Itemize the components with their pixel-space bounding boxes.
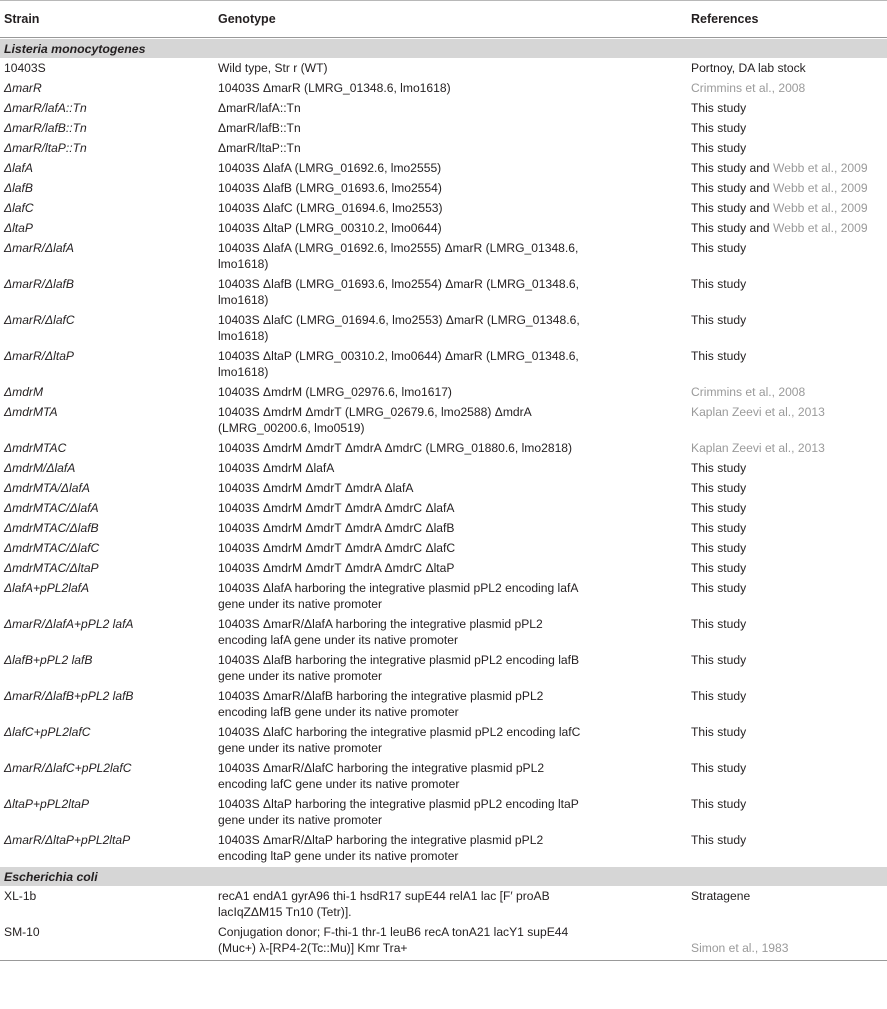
genotype-cell <box>218 686 691 722</box>
table-row <box>0 758 887 794</box>
reference-text: This study <box>691 241 747 255</box>
reference-text: This study <box>691 277 747 291</box>
genotype-line-2: encoding ltaP gene under its native promoter <box>218 849 459 863</box>
genotype-line-2: (LMRG_00200.6, lmo0519) <box>218 421 365 435</box>
genotype-line: 10403S ΔmarR/ΔlafB harboring the integrative plasmid pPL2 <box>218 689 544 703</box>
strain-cell: ΔmarR/ΔlafB <box>4 277 74 291</box>
genotype-cell <box>218 274 691 310</box>
genotype-line-2: lmo1618) <box>218 293 269 307</box>
strain-cell: ΔlafC+pPL2lafC <box>4 725 91 739</box>
reference-text: This study <box>691 689 747 703</box>
table-row <box>0 686 887 722</box>
references-cell <box>691 538 887 558</box>
section-header: Listeria monocytogenes <box>0 38 887 58</box>
table-row <box>0 274 887 310</box>
reference-text: This study <box>691 797 747 811</box>
genotype-line: ΔmarR/lafB::Tn <box>218 121 301 135</box>
references-cell <box>691 158 887 178</box>
strain-cell: ΔmarR <box>4 81 42 95</box>
references-cell <box>691 498 887 518</box>
genotype-line: 10403S ΔlafB (LMRG_01693.6, lmo2554) <box>218 181 442 195</box>
reference-text: This study <box>691 101 747 115</box>
genotype-cell <box>218 382 691 402</box>
references-cell <box>691 238 887 258</box>
genotype-line: 10403S ΔmdrM ΔmdrT ΔmdrA ΔmdrC (LMRG_01880.6, lmo2818) <box>218 441 573 455</box>
strain-cell: ΔmarR/ΔlafC <box>4 313 75 327</box>
reference-text: This study and <box>691 181 774 195</box>
table-row <box>0 198 887 218</box>
table-bottom-rule <box>0 960 887 961</box>
genotype-line: 10403S ΔltaP (LMRG_00310.2, lmo0644) ΔmarR (LMRG_01348.6, <box>218 349 579 363</box>
references-cell <box>691 518 887 538</box>
strain-cell: ΔmarR/ΔlafB+pPL2 lafB <box>4 689 134 703</box>
strain-cell: ΔltaP <box>4 221 33 235</box>
table-row <box>0 650 887 686</box>
genotype-line: 10403S ΔlafC harboring the integrative plasmid pPL2 encoding lafC <box>218 725 581 739</box>
table-row <box>0 794 887 830</box>
references-cell <box>691 274 887 294</box>
references-cell <box>691 578 887 598</box>
genotype-line-2: lmo1618) <box>218 365 269 379</box>
reference-text: This study <box>691 653 747 667</box>
genotype-cell <box>218 758 691 794</box>
header-references: References <box>691 12 759 26</box>
reference-text: This study and <box>691 201 774 215</box>
reference-text: Stratagene <box>691 889 751 903</box>
table-row <box>0 722 887 758</box>
genotype-cell <box>218 98 691 118</box>
genotype-cell <box>218 794 691 830</box>
genotype-line: 10403S ΔltaP (LMRG_00310.2, lmo0644) <box>218 221 442 235</box>
genotype-cell <box>218 238 691 274</box>
references-cell <box>691 58 887 78</box>
genotype-cell <box>218 722 691 758</box>
genotype-cell <box>218 830 691 866</box>
genotype-line: 10403S ΔmarR/ΔltaP harboring the integrative plasmid pPL2 <box>218 833 544 847</box>
reference-link[interactable]: Crimmins et al., 2008 <box>691 81 806 95</box>
genotype-cell <box>218 58 691 78</box>
genotype-line-2: encoding lafA gene under its native promoter <box>218 633 459 647</box>
genotype-cell <box>218 158 691 178</box>
references-cell <box>691 938 887 958</box>
genotype-cell <box>218 138 691 158</box>
strain-cell: ΔlafB <box>4 181 33 195</box>
genotype-line: 10403S ΔmarR (LMRG_01348.6, lmo1618) <box>218 81 451 95</box>
genotype-cell <box>218 218 691 238</box>
references-cell <box>691 722 887 742</box>
table-row <box>0 922 887 958</box>
references-cell <box>691 558 887 578</box>
genotype-line: Wild type, Str r (WT) <box>218 61 328 75</box>
strain-cell: ΔmarR/lafA::Tn <box>4 101 87 115</box>
genotype-line-2: lmo1618) <box>218 257 269 271</box>
table-row <box>0 310 887 346</box>
table-row <box>0 558 887 578</box>
genotype-line: 10403S ΔlafB harboring the integrative plasmid pPL2 encoding lafB <box>218 653 580 667</box>
genotype-line: 10403S ΔlafC (LMRG_01694.6, lmo2553) <box>218 201 443 215</box>
genotype-line: 10403S ΔlafA (LMRG_01692.6, lmo2555) ΔmarR (LMRG_01348.6, <box>218 241 579 255</box>
references-cell <box>691 218 887 238</box>
strain-cell: ΔltaP+pPL2ltaP <box>4 797 90 811</box>
strain-cell: ΔmarR/lafB::Tn <box>4 121 87 135</box>
references-cell <box>691 886 887 906</box>
reference-link[interactable]: Kaplan Zeevi et al., 2013 <box>691 405 825 419</box>
reference-text: This study <box>691 141 747 155</box>
genotype-cell <box>218 198 691 218</box>
reference-text: This study <box>691 541 747 555</box>
references-cell <box>691 458 887 478</box>
table-row <box>0 830 887 866</box>
table-row <box>0 614 887 650</box>
strain-cell: ΔmarR/ltaP::Tn <box>4 141 87 155</box>
references-cell <box>691 830 887 850</box>
table-row <box>0 478 887 498</box>
references-cell <box>691 178 887 198</box>
references-cell <box>691 794 887 814</box>
references-cell <box>691 650 887 670</box>
table-row <box>0 218 887 238</box>
genotype-cell <box>218 478 691 498</box>
strain-cell: ΔlafA+pPL2lafA <box>4 581 90 595</box>
strain-cell: ΔmdrMTAC/ΔltaP <box>4 561 99 575</box>
genotype-line: 10403S ΔlafA harboring the integrative plasmid pPL2 encoding lafA <box>218 581 579 595</box>
table-row <box>0 498 887 518</box>
genotype-cell <box>218 538 691 558</box>
genotype-cell <box>218 518 691 538</box>
genotype-line: 10403S ΔmarR/ΔlafA harboring the integrative plasmid pPL2 <box>218 617 543 631</box>
reference-link[interactable]: Crimmins et al., 2008 <box>691 385 806 399</box>
strain-cell: ΔlafB+pPL2 lafB <box>4 653 93 667</box>
genotype-cell <box>218 498 691 518</box>
genotype-line: 10403S ΔmdrM (LMRG_02976.6, lmo1617) <box>218 385 452 399</box>
references-cell <box>691 614 887 634</box>
reference-text: This study <box>691 521 747 535</box>
table-row <box>0 118 887 138</box>
header-genotype: Genotype <box>218 12 276 26</box>
header-strain: Strain <box>4 12 40 26</box>
table-body <box>0 38 887 958</box>
strain-cell: XL-1b <box>4 889 37 903</box>
genotype-line-2: encoding lafC gene under its native promoter <box>218 777 460 791</box>
genotype-line: Conjugation donor; F-thi-1 thr-1 leuB6 recA tonA21 lacY1 supE44 <box>218 925 569 939</box>
strain-cell: SM-10 <box>4 925 40 939</box>
reference-text: This study <box>691 761 747 775</box>
section-header: Escherichia coli <box>0 866 887 886</box>
strain-cell: ΔmarR/ΔltaP <box>4 349 74 363</box>
reference-link[interactable]: Webb et al., 2009 <box>773 221 868 235</box>
genotype-cell <box>218 458 691 478</box>
genotype-line-2: lacIqZΔM15 Tn10 (Tetr)]. <box>218 905 352 919</box>
strain-cell: ΔlafA <box>4 161 33 175</box>
table-row <box>0 78 887 98</box>
genotype-line-2: gene under its native promoter <box>218 813 383 827</box>
genotype-cell <box>218 558 691 578</box>
table-row <box>0 158 887 178</box>
table-row <box>0 178 887 198</box>
table-row <box>0 458 887 478</box>
reference-text: Portnoy, DA lab stock <box>691 61 806 75</box>
strain-cell: ΔmdrMTAC/ΔlafA <box>4 501 99 515</box>
table-row <box>0 578 887 614</box>
genotype-line-2: lmo1618) <box>218 329 269 343</box>
reference-text: This study <box>691 725 747 739</box>
genotype-line-2: gene under its native promoter <box>218 669 383 683</box>
table-row <box>0 438 887 458</box>
strain-cell: 10403S <box>4 61 46 75</box>
genotype-cell <box>218 78 691 98</box>
genotype-line: 10403S ΔmdrM ΔmdrT (LMRG_02679.6, lmo2588) ΔmdrA <box>218 405 532 419</box>
reference-text: This study <box>691 461 747 475</box>
references-cell <box>691 382 887 402</box>
genotype-line: 10403S ΔmdrM ΔmdrT ΔmdrA ΔmdrC ΔlafA <box>218 501 455 515</box>
strain-cell: ΔmdrM/ΔlafA <box>4 461 76 475</box>
genotype-line-2: (Muc+) λ-[RP4-2(Tc::Mu)] Kmr Tra+ <box>218 941 408 955</box>
table-row <box>0 382 887 402</box>
reference-text: This study <box>691 581 747 595</box>
reference-text: This study and <box>691 221 774 235</box>
references-cell <box>691 98 887 118</box>
strain-cell: ΔmdrM <box>4 385 44 399</box>
genotype-cell <box>218 402 691 438</box>
table-row <box>0 98 887 118</box>
genotype-line-2: gene under its native promoter <box>218 597 383 611</box>
reference-text: This study <box>691 501 747 515</box>
references-cell <box>691 78 887 98</box>
reference-link[interactable]: Webb et al., 2009 <box>773 181 868 195</box>
references-cell <box>691 198 887 218</box>
references-cell <box>691 138 887 158</box>
genotype-line: 10403S ΔmdrM ΔmdrT ΔmdrA ΔmdrC ΔlafC <box>218 541 456 555</box>
strain-cell: ΔlafC <box>4 201 34 215</box>
genotype-line: 10403S ΔmdrM ΔmdrT ΔmdrA ΔlafA <box>218 481 414 495</box>
genotype-cell <box>218 922 691 958</box>
reference-link[interactable]: Simon et al., 1983 <box>691 941 789 955</box>
genotype-cell <box>218 438 691 458</box>
table-row <box>0 518 887 538</box>
references-cell <box>691 310 887 330</box>
strain-cell: ΔmarR/ΔlafA <box>4 241 74 255</box>
genotype-line: 10403S ΔlafA (LMRG_01692.6, lmo2555) <box>218 161 442 175</box>
genotype-line-2: gene under its native promoter <box>218 741 383 755</box>
reference-text: This study <box>691 617 747 631</box>
strain-cell: ΔmarR/ΔltaP+pPL2ltaP <box>4 833 131 847</box>
genotype-line: 10403S ΔlafC (LMRG_01694.6, lmo2553) ΔmarR (LMRG_01348.6, <box>218 313 580 327</box>
references-cell <box>691 478 887 498</box>
reference-link[interactable]: Webb et al., 2009 <box>773 201 868 215</box>
strain-cell: ΔmarR/ΔlafA+pPL2 lafA <box>4 617 134 631</box>
strain-cell: ΔmdrMTAC/ΔlafB <box>4 521 99 535</box>
genotype-line: 10403S ΔmdrM ΔlafA <box>218 461 335 475</box>
references-cell <box>691 686 887 706</box>
references-cell <box>691 402 887 422</box>
genotype-line: 10403S ΔmdrM ΔmdrT ΔmdrA ΔmdrC ΔlafB <box>218 521 455 535</box>
genotype-line: ΔmarR/ltaP::Tn <box>218 141 301 155</box>
genotype-cell <box>218 310 691 346</box>
reference-text: This study <box>691 833 747 847</box>
table-row <box>0 538 887 558</box>
reference-text: This study <box>691 561 747 575</box>
genotype-line: 10403S ΔlafB (LMRG_01693.6, lmo2554) ΔmarR (LMRG_01348.6, <box>218 277 580 291</box>
references-cell <box>691 346 887 366</box>
reference-link[interactable]: Webb et al., 2009 <box>773 161 868 175</box>
strain-cell: ΔmdrMTAC <box>4 441 67 455</box>
genotype-line-2: encoding lafB gene under its native promoter <box>218 705 459 719</box>
references-cell <box>691 758 887 778</box>
reference-link[interactable]: Kaplan Zeevi et al., 2013 <box>691 441 825 455</box>
genotype-line: 10403S ΔmarR/ΔlafC harboring the integrative plasmid pPL2 <box>218 761 545 775</box>
genotype-line: 10403S ΔmdrM ΔmdrT ΔmdrA ΔmdrC ΔltaP <box>218 561 455 575</box>
reference-text: This study and <box>691 161 774 175</box>
reference-text: This study <box>691 481 747 495</box>
table-row <box>0 886 887 922</box>
reference-text: This study <box>691 121 747 135</box>
strain-cell: ΔmdrMTA/ΔlafA <box>4 481 90 495</box>
genotype-cell <box>218 118 691 138</box>
genotype-cell <box>218 178 691 198</box>
reference-text: This study <box>691 349 747 363</box>
table-row <box>0 58 887 78</box>
strain-cell: ΔmdrMTAC/ΔlafC <box>4 541 100 555</box>
strain-cell: ΔmarR/ΔlafC+pPL2lafC <box>4 761 132 775</box>
table-header <box>0 0 887 38</box>
genotype-line: recA1 endA1 gyrA96 thi-1 hsdR17 supE44 relA1 lac [F′ proAB <box>218 889 550 903</box>
table-row <box>0 402 887 438</box>
genotype-cell <box>218 346 691 382</box>
genotype-cell <box>218 614 691 650</box>
genotype-line: 10403S ΔltaP harboring the integrative plasmid pPL2 encoding ltaP <box>218 797 579 811</box>
references-cell <box>691 438 887 458</box>
genotype-cell <box>218 578 691 614</box>
table-row <box>0 238 887 274</box>
strain-cell: ΔmdrMTA <box>4 405 58 419</box>
table-row <box>0 346 887 382</box>
references-cell <box>691 118 887 138</box>
table-row <box>0 138 887 158</box>
genotype-line: ΔmarR/lafA::Tn <box>218 101 301 115</box>
genotype-cell <box>218 650 691 686</box>
reference-text: This study <box>691 313 747 327</box>
genotype-cell <box>218 886 691 922</box>
